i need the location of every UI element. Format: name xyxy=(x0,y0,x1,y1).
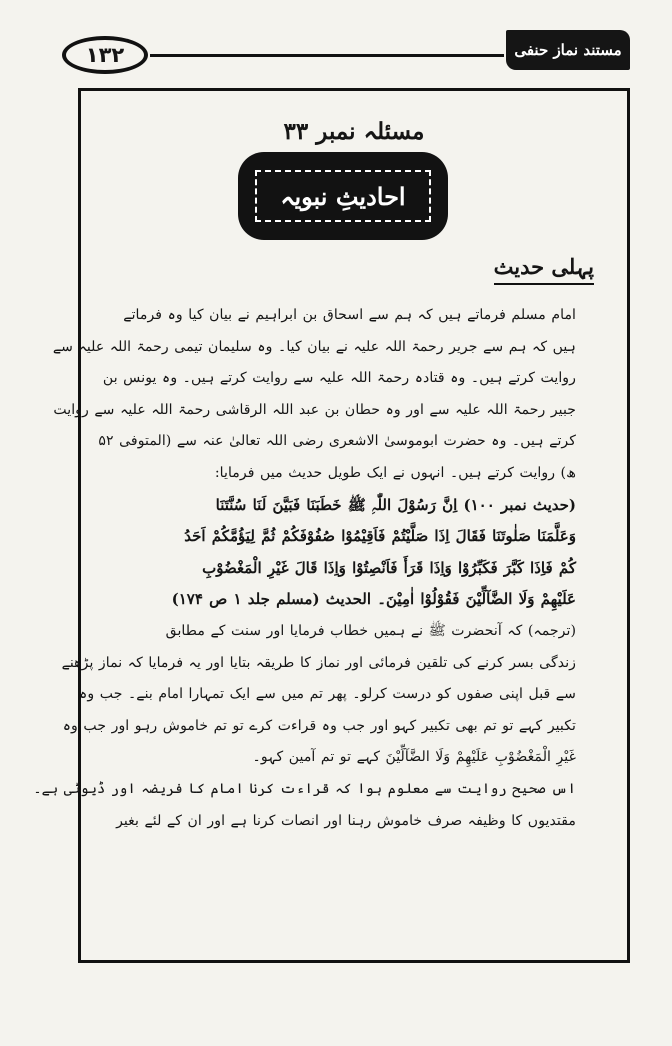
hadith-arabic-line: وَعَلَّمَنَا صَلٰوتَنَا فَقَالَ اِذَا صَلَّیْتُمْ فَاَقِیْمُوْا صُفُوْفَکُمْ ثُمَّ لِیَؤُمَّکُمْ اَحَدُ xyxy=(184,527,576,546)
text-line: روایت کرتے ہیں۔ وہ قتادہ رحمۃ اللہ علیہ سے روایت کرتے ہیں۔ وہ یونس بن xyxy=(102,370,576,387)
masla-title: مسئلہ نمبر ۳۳ xyxy=(283,118,425,145)
text-line: ہیں کہ ہم سے جریر رحمۃ اللہ علیہ نے بیان کیا۔ وہ سلیمان تیمی رحمۃ اللہ علیہ سے xyxy=(52,338,576,355)
translation-line: (ترجمہ) کہ آنحضرت ﷺ نے ہمیں خطاب فرمایا اور سنت کے مطابق xyxy=(165,622,576,639)
text-line: جبیر رحمۃ اللہ علیہ سے اور وہ حطان بن عبد اللہ الرقاشی رحمۃ اللہ علیہ سے روایت xyxy=(53,401,576,418)
banner-title: احادیثِ نبویہ xyxy=(255,170,431,222)
page-number: ۱۳۲ xyxy=(62,36,148,74)
hadith-arabic-line: (حدیث نمبر ۱۰۰) اِنَّ رَسُوْلَ اللّٰہِ ﷺ خَطَبَنَا فَبَیَّنَ لَنَا سُنَّتَنَا xyxy=(215,495,576,514)
header-divider xyxy=(150,54,504,57)
hadith-arabic-line: کُمْ فَاِذَا کَبَّرَ فَکَبِّرُوْا وَاِذَا قَرَأَ فَاَنْصِتُوْا وَاِذَا قَالَ غَیْرِ الْمَغْضُوْبِ xyxy=(202,558,576,577)
text-line: کرتے ہیں۔ وہ حضرت ابوموسیٰ الاشعری رضی اللہ تعالیٰ عنہ سے (المتوفی ۵۲ xyxy=(98,433,576,450)
body-text xyxy=(33,300,576,972)
section-heading: پہلی حدیث xyxy=(494,254,594,285)
book-title-tab: مستند نماز حنفی xyxy=(506,30,630,70)
translation-line: غَیْرِ الْمَغْضُوْبِ عَلَیْهِمْ وَلَا الضَّآلِّیْنَ کہے تو تم آمین کہو۔ xyxy=(252,749,576,766)
translation-line: زندگی بسر کرنے کی تلقین فرمائی اور نماز کا طریقہ بتایا اور یہ فرمایا کہ نماز پڑھنے xyxy=(61,654,576,671)
translation-line: تکبیر کہے تو تم بھی تکبیر کہو اور جب وہ قراءت کرے تو تم خاموش رہو اور جب وہ xyxy=(62,717,576,734)
translation-line: سے قبل اپنی صفوں کو درست کرلو۔ پھر تم میں سے ایک تمہارا امام بنے۔ جب وہ xyxy=(79,686,576,703)
text-line: مقتدیوں کا وظیفہ صرف خاموش رہنا اور انصات کرنا ہے اور ان کے لئے بغیر xyxy=(116,812,576,829)
section-banner xyxy=(238,152,448,240)
text-line: امام مسلم فرماتے ہیں کہ ہم سے اسحاق بن ابراہیم نے بیان کیا وہ فرماتے xyxy=(123,307,576,323)
text-line: ھ) روایت کرتے ہیں۔ انہوں نے ایک طویل حدیث میں فرمایا: xyxy=(214,464,576,481)
hadith-arabic-line: عَلَیْهِمْ وَلَا الضَّآلِّیْنَ فَقُوْلُوْا اٰمِیْنَ۔ الحدیث (مسلم جلد ۱ ص ۱۷۴) xyxy=(171,590,576,609)
text-line: اس صحیح روایت سے معلوم ہوا کہ قراءت کرنا امام کا فریضہ اور ڈیوٹی ہے۔ xyxy=(33,780,576,797)
